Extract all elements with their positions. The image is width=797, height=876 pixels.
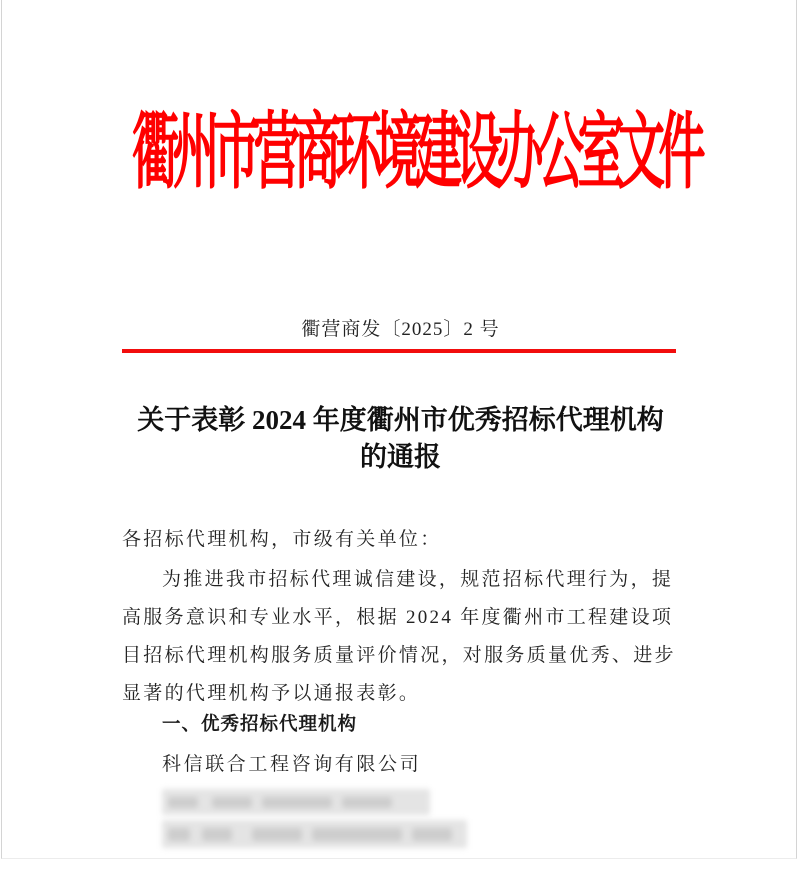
masthead xyxy=(132,104,699,216)
salutation: 各招标代理机构，市级有关单位： xyxy=(122,529,442,550)
redacted-blob xyxy=(168,797,198,809)
paragraph-line: 高服务意识和专业水平，根据 2024 年度衢州市工程建设项 xyxy=(122,607,674,628)
red-divider-rule xyxy=(122,349,676,353)
document-page xyxy=(1,0,797,859)
redacted-blob xyxy=(312,828,402,841)
paragraph-line: 目招标代理机构服务质量评价情况，对服务质量优秀、进步 xyxy=(122,645,676,666)
notice-title-line-1: 关于表彰 2024 年度衢州市优秀招标代理机构 xyxy=(137,405,664,435)
paragraph-line: 为推进我市招标代理诚信建设，规范招标代理行为，提 xyxy=(162,569,674,590)
redacted-blob xyxy=(262,797,332,809)
organization-name: 科信联合工程咨询有限公司 xyxy=(162,754,422,775)
redacted-blob xyxy=(412,828,452,841)
redacted-blob xyxy=(202,828,232,841)
body-paragraph xyxy=(122,561,692,713)
section-heading: 一、优秀招标代理机构 xyxy=(162,714,358,735)
redacted-entry xyxy=(162,789,430,815)
masthead-title: 衢州市营商环境建设办公室文件 xyxy=(132,104,699,202)
redacted-blob xyxy=(252,828,302,841)
redacted-blob xyxy=(342,797,392,809)
redacted-blob xyxy=(212,797,252,809)
paragraph-line: 显著的代理机构予以通报表彰。 xyxy=(122,683,421,704)
document-number: 衢营商发〔2025〕2 号 xyxy=(301,319,500,340)
redacted-entry xyxy=(162,820,467,848)
redacted-blob xyxy=(168,828,190,841)
notice-title xyxy=(2,402,797,476)
notice-title-line-2: 的通报 xyxy=(360,442,441,472)
